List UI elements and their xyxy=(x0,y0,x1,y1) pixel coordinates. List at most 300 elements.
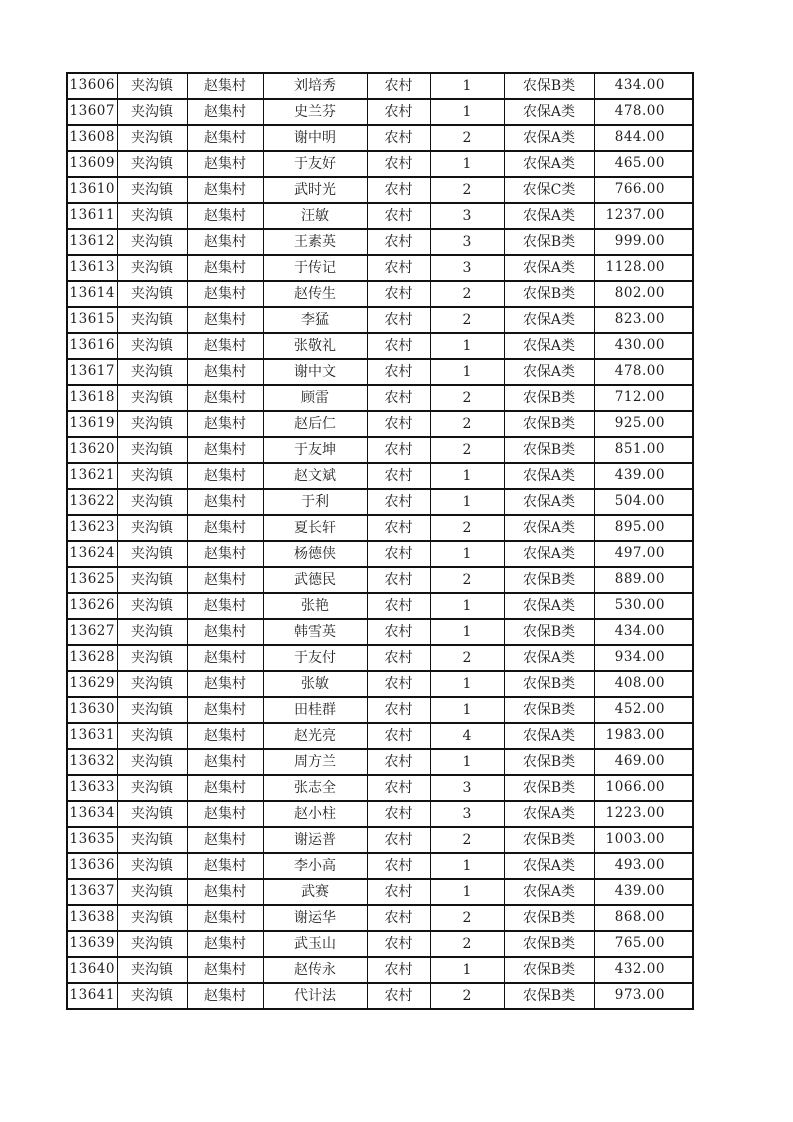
table-row xyxy=(67,801,693,827)
cell-name: 赵文斌 xyxy=(263,463,367,489)
table-row xyxy=(67,333,693,359)
cell-name: 武德民 xyxy=(263,567,367,593)
cell-insurance-type: 农保B类 xyxy=(504,931,594,957)
cell-amount: 493.00 xyxy=(594,853,693,879)
cell-name: 田桂群 xyxy=(263,697,367,723)
cell-amount: 465.00 xyxy=(594,151,693,177)
cell-person-count: 3 xyxy=(430,203,504,229)
cell-town: 夹沟镇 xyxy=(117,931,187,957)
cell-insurance-type: 农保A类 xyxy=(504,151,594,177)
cell-village: 赵集村 xyxy=(187,541,263,567)
cell-village: 赵集村 xyxy=(187,229,263,255)
cell-insurance-type: 农保B类 xyxy=(504,775,594,801)
cell-insurance-type: 农保A类 xyxy=(504,541,594,567)
cell-person-count: 4 xyxy=(430,723,504,749)
cell-insurance-type: 农保B类 xyxy=(504,957,594,983)
table-row xyxy=(67,307,693,333)
cell-household-type: 农村 xyxy=(367,229,430,255)
cell-insurance-type: 农保C类 xyxy=(504,177,594,203)
cell-household-type: 农村 xyxy=(367,99,430,125)
table-row xyxy=(67,853,693,879)
cell-village: 赵集村 xyxy=(187,307,263,333)
cell-amount: 766.00 xyxy=(594,177,693,203)
cell-village: 赵集村 xyxy=(187,645,263,671)
cell-name: 于传记 xyxy=(263,255,367,281)
cell-amount: 439.00 xyxy=(594,463,693,489)
cell-village: 赵集村 xyxy=(187,983,263,1009)
cell-name: 于利 xyxy=(263,489,367,515)
cell-town: 夹沟镇 xyxy=(117,177,187,203)
cell-name: 刘培秀 xyxy=(263,73,367,99)
cell-id: 13638 xyxy=(67,905,117,931)
cell-amount: 844.00 xyxy=(594,125,693,151)
table-row xyxy=(67,177,693,203)
cell-id: 13625 xyxy=(67,567,117,593)
table-row xyxy=(67,775,693,801)
cell-name: 张志全 xyxy=(263,775,367,801)
cell-id: 13613 xyxy=(67,255,117,281)
cell-amount: 439.00 xyxy=(594,879,693,905)
cell-person-count: 2 xyxy=(430,307,504,333)
cell-village: 赵集村 xyxy=(187,723,263,749)
cell-insurance-type: 农保A类 xyxy=(504,879,594,905)
cell-person-count: 2 xyxy=(430,411,504,437)
table-row xyxy=(67,723,693,749)
cell-amount: 452.00 xyxy=(594,697,693,723)
cell-amount: 823.00 xyxy=(594,307,693,333)
cell-town: 夹沟镇 xyxy=(117,879,187,905)
cell-insurance-type: 农保A类 xyxy=(504,333,594,359)
cell-person-count: 1 xyxy=(430,697,504,723)
cell-household-type: 农村 xyxy=(367,463,430,489)
cell-town: 夹沟镇 xyxy=(117,385,187,411)
cell-amount: 895.00 xyxy=(594,515,693,541)
table-row xyxy=(67,541,693,567)
cell-household-type: 农村 xyxy=(367,255,430,281)
cell-id: 13616 xyxy=(67,333,117,359)
cell-id: 13627 xyxy=(67,619,117,645)
cell-insurance-type: 农保A类 xyxy=(504,125,594,151)
cell-household-type: 农村 xyxy=(367,931,430,957)
cell-id: 13622 xyxy=(67,489,117,515)
cell-name: 于友付 xyxy=(263,645,367,671)
cell-name: 代计法 xyxy=(263,983,367,1009)
cell-village: 赵集村 xyxy=(187,411,263,437)
cell-village: 赵集村 xyxy=(187,593,263,619)
cell-amount: 889.00 xyxy=(594,567,693,593)
table-row xyxy=(67,749,693,775)
cell-village: 赵集村 xyxy=(187,359,263,385)
cell-town: 夹沟镇 xyxy=(117,541,187,567)
cell-insurance-type: 农保B类 xyxy=(504,619,594,645)
cell-village: 赵集村 xyxy=(187,437,263,463)
cell-household-type: 农村 xyxy=(367,827,430,853)
table-body xyxy=(67,73,693,1009)
cell-village: 赵集村 xyxy=(187,697,263,723)
cell-town: 夹沟镇 xyxy=(117,359,187,385)
cell-village: 赵集村 xyxy=(187,463,263,489)
cell-id: 13629 xyxy=(67,671,117,697)
cell-household-type: 农村 xyxy=(367,281,430,307)
cell-name: 韩雪英 xyxy=(263,619,367,645)
cell-town: 夹沟镇 xyxy=(117,957,187,983)
table-row xyxy=(67,229,693,255)
cell-town: 夹沟镇 xyxy=(117,723,187,749)
cell-name: 赵传生 xyxy=(263,281,367,307)
table-row xyxy=(67,73,693,99)
table-row xyxy=(67,203,693,229)
cell-amount: 1128.00 xyxy=(594,255,693,281)
cell-name: 赵后仁 xyxy=(263,411,367,437)
cell-insurance-type: 农保B类 xyxy=(504,697,594,723)
table-row xyxy=(67,931,693,957)
cell-id: 13636 xyxy=(67,853,117,879)
cell-amount: 432.00 xyxy=(594,957,693,983)
cell-household-type: 农村 xyxy=(367,879,430,905)
cell-insurance-type: 农保A类 xyxy=(504,255,594,281)
cell-amount: 802.00 xyxy=(594,281,693,307)
cell-name: 杨德侠 xyxy=(263,541,367,567)
table-row xyxy=(67,515,693,541)
cell-village: 赵集村 xyxy=(187,255,263,281)
cell-town: 夹沟镇 xyxy=(117,281,187,307)
cell-amount: 1066.00 xyxy=(594,775,693,801)
cell-amount: 868.00 xyxy=(594,905,693,931)
cell-household-type: 农村 xyxy=(367,151,430,177)
cell-village: 赵集村 xyxy=(187,99,263,125)
cell-id: 13630 xyxy=(67,697,117,723)
cell-village: 赵集村 xyxy=(187,567,263,593)
cell-id: 13631 xyxy=(67,723,117,749)
table-row xyxy=(67,879,693,905)
cell-village: 赵集村 xyxy=(187,489,263,515)
cell-id: 13639 xyxy=(67,931,117,957)
cell-village: 赵集村 xyxy=(187,749,263,775)
cell-person-count: 1 xyxy=(430,879,504,905)
cell-amount: 478.00 xyxy=(594,99,693,125)
cell-insurance-type: 农保A类 xyxy=(504,489,594,515)
cell-amount: 434.00 xyxy=(594,73,693,99)
cell-amount: 530.00 xyxy=(594,593,693,619)
cell-name: 武时光 xyxy=(263,177,367,203)
cell-insurance-type: 农保B类 xyxy=(504,229,594,255)
cell-person-count: 1 xyxy=(430,593,504,619)
cell-village: 赵集村 xyxy=(187,333,263,359)
cell-household-type: 农村 xyxy=(367,333,430,359)
cell-household-type: 农村 xyxy=(367,619,430,645)
cell-name: 谢运华 xyxy=(263,905,367,931)
cell-amount: 504.00 xyxy=(594,489,693,515)
table-row xyxy=(67,463,693,489)
table-row xyxy=(67,489,693,515)
cell-town: 夹沟镇 xyxy=(117,853,187,879)
cell-village: 赵集村 xyxy=(187,73,263,99)
cell-household-type: 农村 xyxy=(367,73,430,99)
cell-town: 夹沟镇 xyxy=(117,775,187,801)
cell-id: 13633 xyxy=(67,775,117,801)
cell-insurance-type: 农保A类 xyxy=(504,801,594,827)
cell-person-count: 2 xyxy=(430,931,504,957)
cell-village: 赵集村 xyxy=(187,177,263,203)
cell-id: 13610 xyxy=(67,177,117,203)
cell-name: 于友坤 xyxy=(263,437,367,463)
cell-town: 夹沟镇 xyxy=(117,749,187,775)
cell-village: 赵集村 xyxy=(187,203,263,229)
cell-person-count: 1 xyxy=(430,463,504,489)
cell-name: 王素英 xyxy=(263,229,367,255)
cell-insurance-type: 农保B类 xyxy=(504,411,594,437)
cell-amount: 1237.00 xyxy=(594,203,693,229)
cell-town: 夹沟镇 xyxy=(117,827,187,853)
cell-village: 赵集村 xyxy=(187,619,263,645)
cell-household-type: 农村 xyxy=(367,853,430,879)
cell-amount: 1983.00 xyxy=(594,723,693,749)
cell-village: 赵集村 xyxy=(187,801,263,827)
cell-insurance-type: 农保A类 xyxy=(504,515,594,541)
cell-insurance-type: 农保B类 xyxy=(504,567,594,593)
cell-town: 夹沟镇 xyxy=(117,593,187,619)
cell-town: 夹沟镇 xyxy=(117,645,187,671)
cell-amount: 712.00 xyxy=(594,385,693,411)
cell-name: 赵传永 xyxy=(263,957,367,983)
cell-insurance-type: 农保B类 xyxy=(504,671,594,697)
table-row xyxy=(67,593,693,619)
cell-id: 13619 xyxy=(67,411,117,437)
table-row xyxy=(67,437,693,463)
cell-town: 夹沟镇 xyxy=(117,255,187,281)
cell-town: 夹沟镇 xyxy=(117,463,187,489)
cell-village: 赵集村 xyxy=(187,775,263,801)
cell-person-count: 1 xyxy=(430,853,504,879)
cell-name: 赵小柱 xyxy=(263,801,367,827)
cell-person-count: 1 xyxy=(430,99,504,125)
cell-town: 夹沟镇 xyxy=(117,515,187,541)
cell-town: 夹沟镇 xyxy=(117,489,187,515)
cell-id: 13607 xyxy=(67,99,117,125)
cell-id: 13635 xyxy=(67,827,117,853)
cell-person-count: 1 xyxy=(430,749,504,775)
cell-person-count: 2 xyxy=(430,515,504,541)
cell-name: 武玉山 xyxy=(263,931,367,957)
cell-id: 13615 xyxy=(67,307,117,333)
cell-town: 夹沟镇 xyxy=(117,307,187,333)
cell-id: 13623 xyxy=(67,515,117,541)
cell-household-type: 农村 xyxy=(367,437,430,463)
cell-amount: 469.00 xyxy=(594,749,693,775)
cell-town: 夹沟镇 xyxy=(117,99,187,125)
cell-id: 13640 xyxy=(67,957,117,983)
cell-amount: 478.00 xyxy=(594,359,693,385)
table-row xyxy=(67,99,693,125)
cell-household-type: 农村 xyxy=(367,359,430,385)
cell-name: 张敬礼 xyxy=(263,333,367,359)
cell-household-type: 农村 xyxy=(367,645,430,671)
cell-household-type: 农村 xyxy=(367,203,430,229)
cell-amount: 999.00 xyxy=(594,229,693,255)
cell-name: 谢运普 xyxy=(263,827,367,853)
table-row xyxy=(67,697,693,723)
cell-town: 夹沟镇 xyxy=(117,73,187,99)
cell-person-count: 2 xyxy=(430,177,504,203)
cell-village: 赵集村 xyxy=(187,671,263,697)
cell-insurance-type: 农保B类 xyxy=(504,983,594,1009)
cell-id: 13614 xyxy=(67,281,117,307)
cell-person-count: 2 xyxy=(430,827,504,853)
cell-household-type: 农村 xyxy=(367,801,430,827)
table-row xyxy=(67,359,693,385)
payment-roster-table xyxy=(66,72,694,1010)
cell-village: 赵集村 xyxy=(187,905,263,931)
cell-person-count: 1 xyxy=(430,671,504,697)
cell-village: 赵集村 xyxy=(187,853,263,879)
cell-amount: 497.00 xyxy=(594,541,693,567)
cell-person-count: 1 xyxy=(430,151,504,177)
cell-id: 13606 xyxy=(67,73,117,99)
cell-household-type: 农村 xyxy=(367,567,430,593)
cell-town: 夹沟镇 xyxy=(117,229,187,255)
cell-household-type: 农村 xyxy=(367,177,430,203)
cell-name: 周方兰 xyxy=(263,749,367,775)
cell-town: 夹沟镇 xyxy=(117,567,187,593)
cell-name: 张敏 xyxy=(263,671,367,697)
cell-id: 13612 xyxy=(67,229,117,255)
cell-household-type: 农村 xyxy=(367,723,430,749)
cell-amount: 973.00 xyxy=(594,983,693,1009)
cell-household-type: 农村 xyxy=(367,489,430,515)
table-row xyxy=(67,567,693,593)
cell-person-count: 1 xyxy=(430,333,504,359)
cell-town: 夹沟镇 xyxy=(117,437,187,463)
cell-person-count: 2 xyxy=(430,125,504,151)
cell-name: 谢中文 xyxy=(263,359,367,385)
table-row xyxy=(67,125,693,151)
cell-person-count: 3 xyxy=(430,775,504,801)
cell-insurance-type: 农保A类 xyxy=(504,99,594,125)
cell-person-count: 2 xyxy=(430,385,504,411)
cell-insurance-type: 农保B类 xyxy=(504,827,594,853)
cell-village: 赵集村 xyxy=(187,931,263,957)
cell-id: 13632 xyxy=(67,749,117,775)
cell-household-type: 农村 xyxy=(367,125,430,151)
cell-name: 李小高 xyxy=(263,853,367,879)
table-row xyxy=(67,957,693,983)
cell-household-type: 农村 xyxy=(367,671,430,697)
cell-insurance-type: 农保A类 xyxy=(504,593,594,619)
cell-amount: 925.00 xyxy=(594,411,693,437)
cell-name: 李猛 xyxy=(263,307,367,333)
cell-person-count: 2 xyxy=(430,905,504,931)
cell-person-count: 1 xyxy=(430,489,504,515)
table-row xyxy=(67,255,693,281)
cell-insurance-type: 农保A类 xyxy=(504,853,594,879)
cell-household-type: 农村 xyxy=(367,385,430,411)
cell-person-count: 3 xyxy=(430,801,504,827)
cell-person-count: 2 xyxy=(430,645,504,671)
cell-person-count: 2 xyxy=(430,567,504,593)
cell-id: 13611 xyxy=(67,203,117,229)
cell-amount: 408.00 xyxy=(594,671,693,697)
cell-insurance-type: 农保A类 xyxy=(504,463,594,489)
cell-town: 夹沟镇 xyxy=(117,333,187,359)
cell-town: 夹沟镇 xyxy=(117,983,187,1009)
cell-name: 顾雷 xyxy=(263,385,367,411)
cell-id: 13609 xyxy=(67,151,117,177)
table-row xyxy=(67,151,693,177)
cell-id: 13634 xyxy=(67,801,117,827)
cell-id: 13621 xyxy=(67,463,117,489)
cell-household-type: 农村 xyxy=(367,593,430,619)
cell-person-count: 1 xyxy=(430,73,504,99)
cell-town: 夹沟镇 xyxy=(117,411,187,437)
cell-name: 夏长轩 xyxy=(263,515,367,541)
table-row xyxy=(67,905,693,931)
cell-household-type: 农村 xyxy=(367,749,430,775)
cell-amount: 1003.00 xyxy=(594,827,693,853)
cell-id: 13637 xyxy=(67,879,117,905)
cell-name: 谢中明 xyxy=(263,125,367,151)
cell-person-count: 1 xyxy=(430,957,504,983)
cell-amount: 1223.00 xyxy=(594,801,693,827)
cell-household-type: 农村 xyxy=(367,905,430,931)
table-row xyxy=(67,983,693,1009)
cell-village: 赵集村 xyxy=(187,281,263,307)
cell-insurance-type: 农保A类 xyxy=(504,359,594,385)
cell-name: 史兰芬 xyxy=(263,99,367,125)
cell-id: 13628 xyxy=(67,645,117,671)
cell-name: 武赛 xyxy=(263,879,367,905)
cell-name: 赵光亮 xyxy=(263,723,367,749)
cell-village: 赵集村 xyxy=(187,957,263,983)
cell-household-type: 农村 xyxy=(367,957,430,983)
table-row xyxy=(67,645,693,671)
cell-person-count: 2 xyxy=(430,281,504,307)
table-sheet xyxy=(66,72,694,1010)
cell-amount: 851.00 xyxy=(594,437,693,463)
cell-insurance-type: 农保B类 xyxy=(504,905,594,931)
cell-person-count: 2 xyxy=(430,983,504,1009)
cell-person-count: 1 xyxy=(430,541,504,567)
cell-insurance-type: 农保B类 xyxy=(504,281,594,307)
table-row xyxy=(67,385,693,411)
cell-id: 13618 xyxy=(67,385,117,411)
table-row xyxy=(67,619,693,645)
cell-town: 夹沟镇 xyxy=(117,905,187,931)
cell-id: 13641 xyxy=(67,983,117,1009)
cell-town: 夹沟镇 xyxy=(117,125,187,151)
cell-name: 张艳 xyxy=(263,593,367,619)
cell-household-type: 农村 xyxy=(367,983,430,1009)
cell-amount: 434.00 xyxy=(594,619,693,645)
cell-person-count: 1 xyxy=(430,619,504,645)
cell-household-type: 农村 xyxy=(367,515,430,541)
cell-village: 赵集村 xyxy=(187,385,263,411)
table-row xyxy=(67,411,693,437)
cell-town: 夹沟镇 xyxy=(117,151,187,177)
cell-insurance-type: 农保B类 xyxy=(504,749,594,775)
cell-town: 夹沟镇 xyxy=(117,671,187,697)
table-row xyxy=(67,281,693,307)
cell-insurance-type: 农保B类 xyxy=(504,73,594,99)
cell-village: 赵集村 xyxy=(187,151,263,177)
cell-household-type: 农村 xyxy=(367,775,430,801)
cell-town: 夹沟镇 xyxy=(117,619,187,645)
cell-person-count: 3 xyxy=(430,229,504,255)
cell-id: 13620 xyxy=(67,437,117,463)
cell-amount: 934.00 xyxy=(594,645,693,671)
cell-village: 赵集村 xyxy=(187,827,263,853)
cell-person-count: 2 xyxy=(430,437,504,463)
cell-id: 13624 xyxy=(67,541,117,567)
